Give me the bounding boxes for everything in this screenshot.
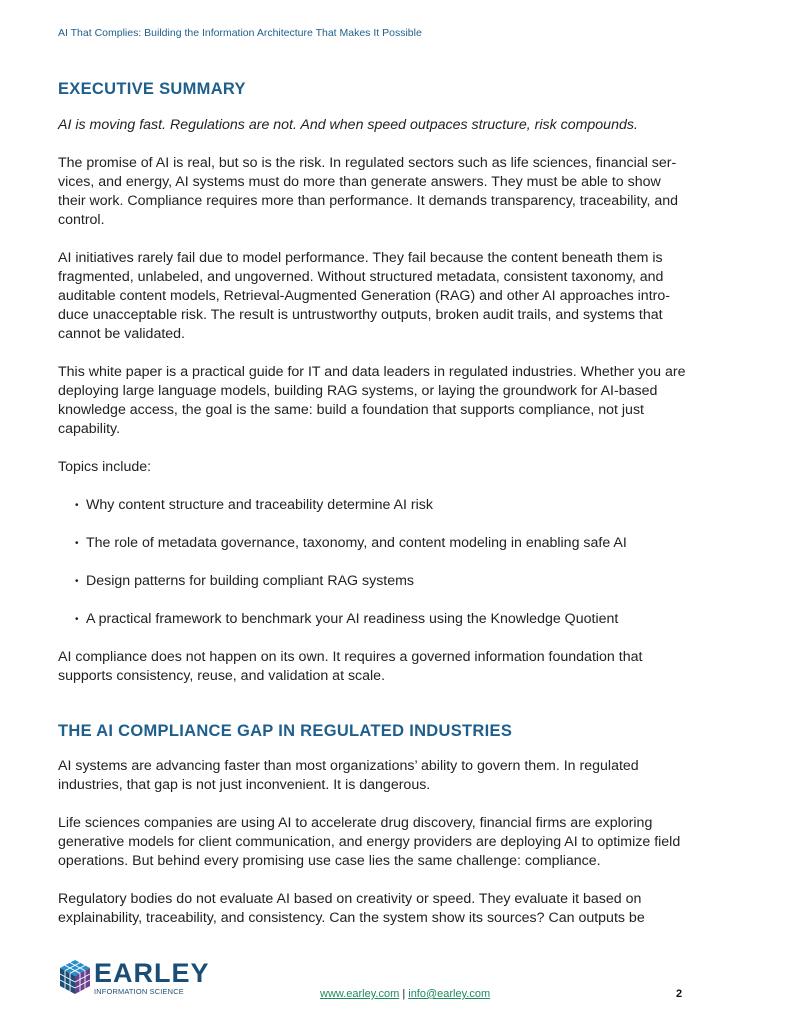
list-item [58,572,688,591]
topics-list [58,496,688,629]
bullet-icon: • [75,538,79,549]
body-paragraph: Regulatory bodies do not evaluate AI based on creativity or speed. They evaluate it based on explainability, traceability, and consistency. Can the system show its sources? Can outputs be [58,891,645,926]
list-item-text: Why content structure and traceability determine AI risk [86,497,433,513]
bullet-icon: • [75,576,79,587]
closing-paragraph: AI compliance does not happen on its own. It requires a governed information foundation that supports consistency, reuse, and validation at scale. [58,649,643,684]
body-paragraph: AI systems are advancing faster than most organizations’ ability to govern them. In regulated industries, that gap is not just inconvenient. It is dangerous. [58,758,639,793]
running-header: AI That Complies: Building the Information Architecture That Makes It Possible [58,27,422,39]
body-paragraph: The promise of AI is real, but so is the risk. In regulated sectors such as life sciences, financial ser-vices, and energy, AI systems must do more than generate answers. They must be able to show their work. Compliance requires more than performance. It demands transparency, traceability, and control. [58,155,679,228]
list-item-text: A practical framework to benchmark your AI readiness using the Knowledge Quotient [86,611,619,627]
list-item [58,496,688,515]
website-link[interactable]: www.earley.com [320,988,400,1000]
footer-separator: | [402,988,406,1000]
executive-summary-heading: EXECUTIVE SUMMARY [58,80,246,98]
logo-wordmark [94,960,210,996]
body-paragraph: Life sciences companies are using AI to accelerate drug discovery, financial firms are exploring generative models for client communication, and energy providers are deploying AI to optimize field operations. But behind every promising use case lies the same challenge: compliance. [58,815,681,869]
logo-word: EARLEY [94,958,210,988]
cube-logo-icon [58,958,92,998]
bullet-icon: • [75,500,79,511]
email-link[interactable]: info@earley.com [408,988,491,1000]
topics-intro: Topics include: [58,459,152,475]
bullet-icon: • [75,614,79,625]
list-item [58,610,688,629]
body-paragraph: This white paper is a practical guide for IT and data leaders in regulated industries. Whether you are deploying large language models, building RAG systems, or laying the groundwork for AI-based knowledge access, the goal is the same: build a foundation that supports compliance, not just capability. [58,364,686,437]
page-number: 2 [676,988,683,1000]
logo-subtitle: INFORMATION SCIENCE [94,987,184,996]
body-paragraph: AI initiatives rarely fail due to model performance. They fail because the content beneath them is fragmented, unlabeled, and ungoverned. Without structured metadata, consistent taxonomy, and auditable content models, Retrieval-Augmented Generation (RAG) and other AI approaches intro-duce unacceptable risk. The result is untrustworthy outputs, broken audit trails, and systems that cannot be validated. [58,250,670,342]
compliance-gap-heading: THE AI COMPLIANCE GAP IN REGULATED INDUSTRIES [58,722,513,740]
list-item [58,534,688,553]
page-content [58,78,688,928]
executive-summary-lead: AI is moving fast. Regulations are not. And when speed outpaces structure, risk compounds. [58,117,638,133]
list-item-text: The role of metadata governance, taxonomy, and content modeling in enabling safe AI [86,535,627,551]
earley-logo [58,958,210,1000]
list-item-text: Design patterns for building compliant RAG systems [86,573,415,589]
footer-links [320,988,490,1000]
